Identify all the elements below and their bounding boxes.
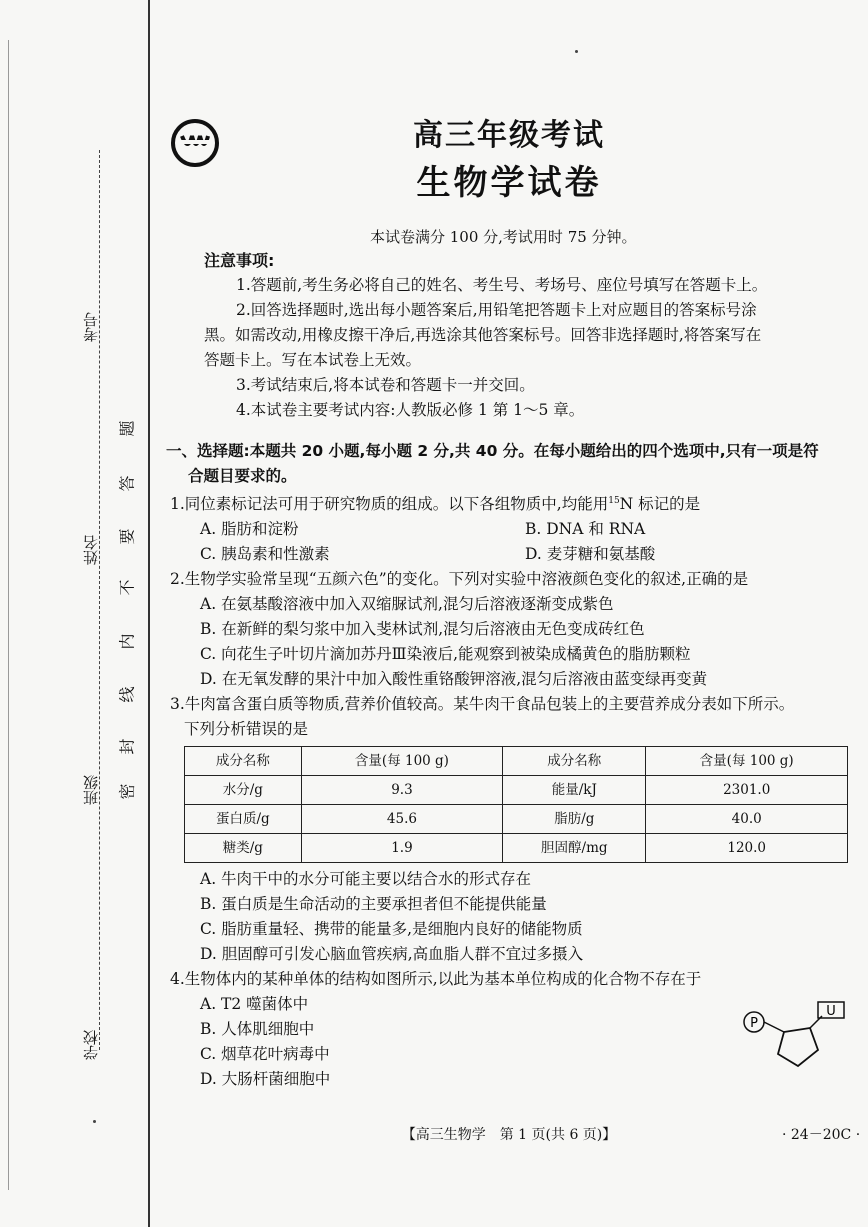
nutrition-table xyxy=(184,746,848,863)
question-4-stem: 4.生物体内的某种单体的结构如图所示,以此为基本单位构成的化合物不存在于 xyxy=(170,970,702,989)
option-c[interactable]: C. 胰岛素和性激素 xyxy=(200,545,330,564)
seal-char: 题 xyxy=(117,420,137,437)
option-c[interactable]: C. 向花生子叶切片滴加苏丹Ⅲ染液后,能观察到被染成橘黄色的脂肪颗粒 xyxy=(200,645,691,664)
option-d[interactable]: D. 胆固醇可引发心脑血管疾病,高血脂人群不宜过多摄入 xyxy=(200,945,584,964)
base-label: U xyxy=(826,1004,836,1019)
notice-item: 1.答题前,考生务必将自己的姓名、考生号、考场号、座位号填写在答题卡上。 xyxy=(236,276,768,294)
table-header-cell: 成分名称 xyxy=(185,747,302,776)
seal-char: 内 xyxy=(117,633,137,650)
student-name-label: 姓名 xyxy=(82,535,100,565)
table-cell: 脂肪/g xyxy=(503,805,646,834)
table-header-row xyxy=(185,747,848,776)
table-cell: 胆固醇/mg xyxy=(503,834,646,863)
table-cell: 能量/kJ xyxy=(503,776,646,805)
option-d[interactable]: D. 麦芽糖和氨基酸 xyxy=(525,545,656,564)
question-2-stem: 2.生物学实验常呈现“五颜六色”的变化。下列对实验中溶液颜色变化的叙述,正确的是 xyxy=(170,570,749,589)
section-heading: 一、选择题:本题共 20 小题,每小题 2 分,共 40 分。在每小题给出的四个选项中,只有一项是符 xyxy=(166,442,819,460)
option-a[interactable]: A. 牛肉干中的水分可能主要以结合水的形式存在 xyxy=(200,870,532,889)
exam-content xyxy=(166,248,850,1092)
table-cell: 糖类/g xyxy=(185,834,302,863)
notice-heading: 注意事项: xyxy=(204,251,275,270)
nucleotide-diagram xyxy=(740,1000,850,1080)
table-row xyxy=(185,776,848,805)
phosphate-bond xyxy=(764,1022,784,1032)
page-edge-line xyxy=(8,40,9,1190)
option-d[interactable]: D. 在无氧发酵的果汁中加入酸性重铬酸钾溶液,混匀后溶液由蓝变绿再变黄 xyxy=(200,670,708,689)
notice-item: 3.考试结束后,将本试卷和答题卡一并交回。 xyxy=(236,376,535,394)
table-cell: 水分/g xyxy=(185,776,302,805)
option-b[interactable]: B. DNA 和 RNA xyxy=(525,520,646,539)
paper-code: · 24－20C · xyxy=(782,1127,861,1143)
exam-subject-title: 生物学试卷 xyxy=(416,163,602,203)
pentose-ring xyxy=(778,1028,818,1066)
table-header-cell: 含量(每 100 g) xyxy=(301,747,503,776)
table-header-cell: 成分名称 xyxy=(503,747,646,776)
table-cell: 2301.0 xyxy=(646,776,848,805)
class-label: 班级 xyxy=(82,775,100,805)
notice-item-continued: 答题卡上。写在本试卷上无效。 xyxy=(204,351,422,369)
table-header-cell: 含量(每 100 g) xyxy=(646,747,848,776)
option-a[interactable]: A. 在氨基酸溶液中加入双缩脲试剂,混匀后溶液逐渐变成紫色 xyxy=(200,595,614,614)
table-cell: 45.6 xyxy=(301,805,503,834)
option-a[interactable]: A. 脂肪和淀粉 xyxy=(200,520,299,539)
question-3-stem: 3.牛肉富含蛋白质等物质,营养价值较高。某牛肉干食品包装上的主要营养成分表如下所示。 xyxy=(170,695,795,714)
option-b[interactable]: B. 人体肌细胞中 xyxy=(200,1020,315,1039)
dotted-binding-line xyxy=(99,150,101,1050)
seal-char: 封 xyxy=(117,738,137,755)
option-b[interactable]: B. 在新鲜的梨匀浆中加入斐林试剂,混匀后溶液由无色变成砖红色 xyxy=(200,620,645,639)
question-1-options-row xyxy=(200,517,850,542)
exam-intro: 本试卷满分 100 分,考试用时 75 分钟。 xyxy=(370,228,637,246)
seal-char: 要 xyxy=(117,528,137,545)
notice-item: 4.本试卷主要考试内容:人教版必修 1 第 1～5 章。 xyxy=(236,401,585,419)
table-cell: 蛋白质/g xyxy=(185,805,302,834)
scan-dot xyxy=(93,1120,96,1123)
table-cell: 120.0 xyxy=(646,834,848,863)
option-c[interactable]: C. 烟草花叶病毒中 xyxy=(200,1045,330,1064)
phosphate-label: P xyxy=(750,1016,758,1031)
scan-dot xyxy=(575,50,578,53)
seal-char: 答 xyxy=(117,475,137,492)
question-1-stem: 1.同位素标记法可用于研究物质的组成。以下各组物质中,均能用$^{15}$N 标记的是 xyxy=(170,495,701,514)
table-row xyxy=(185,805,848,834)
seal-char: 不 xyxy=(117,579,137,596)
option-c[interactable]: C. 脂肪重量轻、携带的能量多,是细胞内良好的储能物质 xyxy=(200,920,583,939)
table-cell: 1.9 xyxy=(301,834,503,863)
option-b[interactable]: B. 蛋白质是生命活动的主要承担者但不能提供能量 xyxy=(200,895,547,914)
seal-char: 线 xyxy=(117,686,137,703)
notice-item: 2.回答选择题时,选出每小题答案后,用铅笔把答题卡上对应题目的答案标号涂 xyxy=(236,301,757,319)
question-1-options-row xyxy=(200,542,850,567)
section-heading-continued: 合题目要求的。 xyxy=(188,467,297,485)
exam-title: 高三年级考试 xyxy=(413,118,605,153)
notice-item-continued: 黑。如需改动,用橡皮擦干净后,再选涂其他答案标号。回答非选择题时,将答案写在 xyxy=(204,326,762,344)
table-row xyxy=(185,834,848,863)
table-cell: 9.3 xyxy=(301,776,503,805)
school-label: 学校 xyxy=(82,1030,100,1060)
page-footer: 【高三生物学 第 1 页(共 6 页)】 xyxy=(401,1127,617,1143)
table-cell: 40.0 xyxy=(646,805,848,834)
exam-number-label: 考号 xyxy=(82,312,100,342)
question-3-stem-continued: 下列分析错误的是 xyxy=(184,720,309,739)
seal-char: 密 xyxy=(117,783,137,800)
option-d[interactable]: D. 大肠杆菌细胞中 xyxy=(200,1070,331,1089)
option-a[interactable]: A. T2 噬菌体中 xyxy=(200,995,309,1014)
